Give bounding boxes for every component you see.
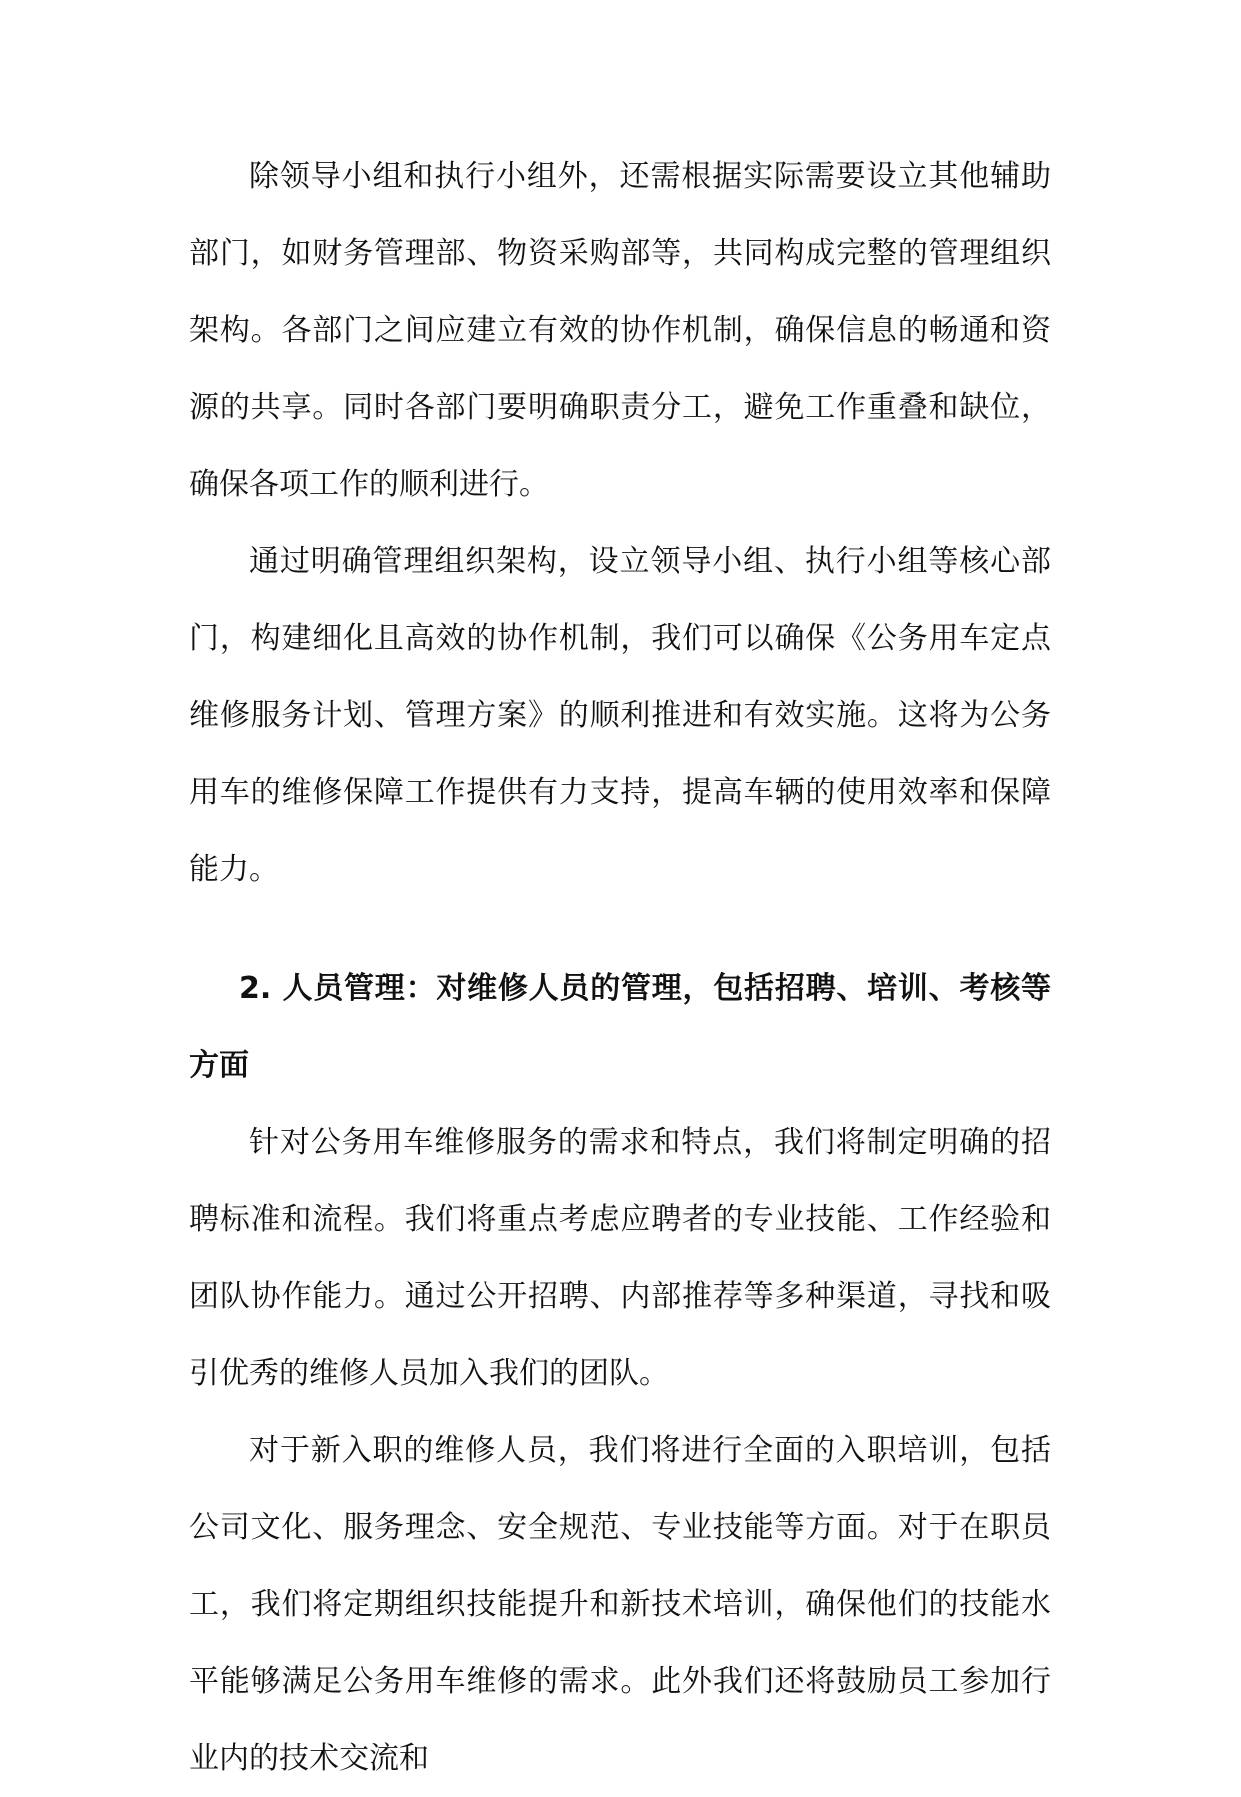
paragraph-organization-summary: 通过明确管理组织架构，设立领导小组、执行小组等核心部门，构建细化且高效的协作机制，我们可以确保《公务用车定点维修服务计划、管理方案》的顺利推进和有效实施。这将为公务用车的维修保障工作提供有力支持，提高车辆的使用效率和保障能力。 [189, 544, 1051, 887]
paragraph-recruitment: 针对公务用车维修服务的需求和特点，我们将制定明确的招聘标准和流程。我们将重点考虑应聘者的专业技能、工作经验和团队协作能力。通过公开招聘、内部推荐等多种渠道，寻找和吸引优秀的维修人员加入我们的团队。 [189, 1125, 1051, 1391]
section-heading-personnel-management: 2. 人员管理：对维修人员的管理，包括招聘、培训、考核等方面 [189, 971, 1051, 1083]
paragraph-auxiliary-departments: 除领导小组和执行小组外，还需根据实际需要设立其他辅助部门，如财务管理部、物资采购部等，共同构成完整的管理组织架构。各部门之间应建立有效的协作机制，确保信息的畅通和资源的共享。同时各部门要明确职责分工，避免工作重叠和缺位，确保各项工作的顺利进行。 [189, 159, 1051, 502]
document-body [189, 138, 1051, 1797]
paragraph-training: 对于新入职的维修人员，我们将进行全面的入职培训，包括公司文化、服务理念、安全规范、专业技能等方面。对于在职员工，我们将定期组织技能提升和新技术培训，确保他们的技能水平能够满足公务用车维修的需求。此外我们还将鼓励员工参加行业内的技术交流和 [189, 1433, 1051, 1776]
